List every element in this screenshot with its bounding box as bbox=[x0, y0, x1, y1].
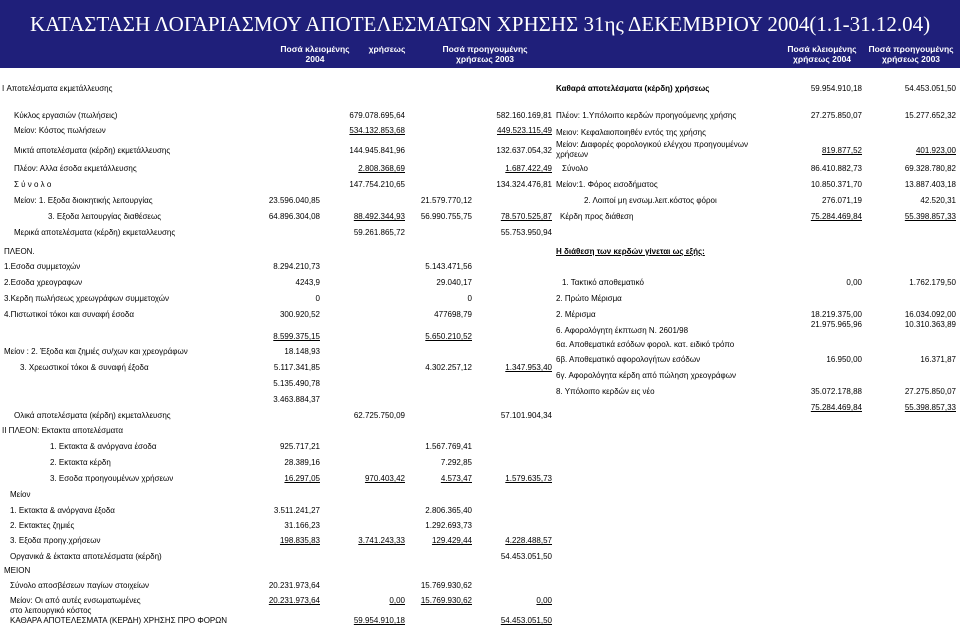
lm-pa-3: 477698,79 bbox=[434, 310, 472, 319]
rt-p-2: 401.923,00 bbox=[915, 146, 956, 155]
lt-p-4: 134.324.476,81 bbox=[496, 180, 552, 189]
rm-c-5: 16.950,00 bbox=[826, 355, 862, 364]
rt-label-2b: χρήσεων bbox=[556, 150, 588, 159]
rm-p-5: 16.371,87 bbox=[920, 355, 956, 364]
dep-a: 20.231.973,64 bbox=[268, 581, 320, 590]
rt-c-3: 86.410.882,73 bbox=[810, 164, 862, 173]
exm-label-2: 3. Εξοδα προηγ.χρήσεων bbox=[10, 536, 101, 545]
col-prev-left-header bbox=[425, 44, 545, 64]
lt-label-5: Μείον: 1. Εξοδα διοικητικής λειτουργίας bbox=[14, 196, 153, 205]
rt-p-3: 69.328.780,82 bbox=[904, 164, 956, 173]
lm-a-2: 0 bbox=[315, 294, 320, 303]
lm-a-8: 3.463.884,37 bbox=[273, 395, 320, 404]
dep-minus-p: 0,00 bbox=[536, 596, 552, 605]
ex-pa-1: 7.292,85 bbox=[440, 458, 472, 467]
lm-label-5: Μείον : 2. Έξοδα και ζημιές συ/χων και χρεογράφων bbox=[4, 347, 188, 356]
lt-c-7: 59.261.865,72 bbox=[353, 228, 405, 237]
lm-label-9: Ολικά αποτελέσματα (κέρδη) εκμεταλλευσης bbox=[14, 411, 171, 420]
lm-a-3: 300.920,52 bbox=[279, 310, 320, 319]
exm-a-1: 31.166,23 bbox=[284, 521, 320, 530]
rm-heading: Η διάθεση των κερδών γίνεται ως εξής: bbox=[556, 247, 705, 256]
lt-label-7: Μερικά αποτελέσματα (κέρδη) εκμεταλλευσης bbox=[14, 228, 176, 237]
lm-a-1: 4243,9 bbox=[295, 278, 320, 287]
rm-label-4: 6α. Αποθεματικά εσόδων φορολ. κατ. ειδικό τρόπο bbox=[556, 340, 735, 349]
operating-results-heading: I Αποτελέσματα εκμετάλλευσης bbox=[2, 84, 113, 93]
exm-label-0: 1. Εκτακτα & ανόργανα έξοδα bbox=[10, 506, 115, 515]
rt-label-6: Κέρδη προς διάθεση bbox=[560, 212, 634, 221]
rm-c-8: 75.284.469,84 bbox=[810, 403, 862, 412]
lt-p-6: 78.570.525,87 bbox=[500, 212, 552, 221]
rt-c-0: 27.275.850,07 bbox=[810, 111, 862, 120]
rm-c-7: 35.072.178,88 bbox=[810, 387, 862, 396]
rm-p-2: 16.034.092,00 bbox=[904, 310, 956, 319]
lt-p-7: 55.753.950,94 bbox=[500, 228, 552, 237]
meion-heading: ΜΕΙΟΝ bbox=[4, 566, 31, 575]
col-current-right-l2: χρήσεως 2004 bbox=[792, 54, 852, 64]
ex-a-2: 16.297,05 bbox=[284, 474, 320, 483]
org-total-p: 54.453.051,50 bbox=[500, 552, 552, 561]
lt-c-0: 679.078.695,64 bbox=[349, 111, 405, 120]
rm-label-0: 1. Τακτικό αποθεματικό bbox=[562, 278, 644, 287]
page-title: ΚΑΤΑΣΤΑΣΗ ΛΟΓΑΡΙΑΣΜΟΥ ΑΠΟΤΕΛΕΣΜΑΤΩΝ ΧΡΗΣΗΣ 31ης ΔΕΚΕΜΒΡΙΟΥ 2004(1.1-31.12.04) bbox=[29, 12, 931, 36]
ex-heading: II ΠΛΕΟΝ: Εκτακτα αποτελέσματα bbox=[2, 426, 123, 435]
lt-p-0: 582.160.169,81 bbox=[496, 111, 552, 120]
col-prev-right-l2: χρήσεως 2003 bbox=[881, 54, 941, 64]
rt-c-5: 276.071,19 bbox=[821, 196, 862, 205]
lt-label-2: Μικτά αποτελέσματα (κέρδη) εκμετάλλευσης bbox=[14, 146, 171, 155]
rm-c-2: 18.219.375,00 bbox=[810, 310, 862, 319]
dep-minus-pa: 15.769.930,62 bbox=[420, 596, 472, 605]
lm-label-6: 3. Χρεωστικοί τόκοι & συναφή έξοδα bbox=[20, 363, 149, 372]
lm-label-0: 1.Εσοδα συμμετοχών bbox=[4, 262, 81, 271]
lt-pa-5: 21.579.770,12 bbox=[420, 196, 472, 205]
col-prev-right-l1: Ποσά προηγουμένης bbox=[868, 44, 954, 54]
exm-label-1: 2. Εκτακτες ζημιές bbox=[10, 521, 75, 530]
ex-label-1: 2. Εκτακτα κέρδη bbox=[50, 458, 111, 467]
rt-p-5: 42.520,31 bbox=[920, 196, 956, 205]
ex-pa-0: 1.567.769,41 bbox=[425, 442, 472, 451]
col-current-left-l1: Ποσά κλειομένης bbox=[280, 44, 350, 54]
lm-pa-2: 0 bbox=[467, 294, 472, 303]
lt-pa-6: 56.990.755,75 bbox=[420, 212, 472, 221]
col-current-left-header bbox=[275, 44, 355, 64]
ex-pa-2: 4.573,47 bbox=[440, 474, 472, 483]
rt-label-4: Μείον:1. Φόρος εισοδήματος bbox=[556, 180, 658, 189]
lt-c-3: 2.808.368,69 bbox=[358, 164, 405, 173]
rm-c-0: 0,00 bbox=[846, 278, 862, 287]
dep-pa: 15.769.930,62 bbox=[420, 581, 472, 590]
lt-label-6: 3. Εξοδα λειτουργίας διαθέσεως bbox=[48, 212, 162, 221]
rt-label-2: Μείον: Διαφορές φορολογικού ελέγχου προηγουμένων bbox=[556, 140, 748, 149]
lt-a-5: 23.596.040,85 bbox=[268, 196, 320, 205]
lt-p-2: 132.637.054,32 bbox=[496, 146, 552, 155]
lm-a-7: 5.135.490,78 bbox=[273, 379, 320, 388]
net-profit-2003: 54.453.051,50 bbox=[904, 84, 956, 93]
lm-p-6: 1.347.953,40 bbox=[505, 363, 552, 372]
lm-pa-1: 29.040,17 bbox=[436, 278, 472, 287]
rt-p-6: 55.398.857,33 bbox=[904, 212, 956, 221]
lt-c-2: 144.945.841,96 bbox=[349, 146, 405, 155]
lt-label-4: Σ ύ ν ο λ ο bbox=[14, 180, 52, 189]
ex-a-0: 925.717,21 bbox=[279, 442, 320, 451]
final-p: 54.453.051,50 bbox=[500, 616, 552, 625]
rt-label-0: Πλέον: 1.Υπόλοιπο κερδών προηγούμενης χρήσης bbox=[556, 111, 737, 120]
rm-p-8: 55.398.857,33 bbox=[904, 403, 956, 412]
col-prev-left-l2: χρήσεως 2003 bbox=[455, 54, 515, 64]
col-prev-right-header bbox=[866, 44, 956, 64]
lm-pa-4: 5.650.210,52 bbox=[425, 332, 472, 341]
col-current-left-l2: 2004 bbox=[305, 54, 325, 64]
lm-a-5: 18.148,93 bbox=[284, 347, 320, 356]
lt-p-1: 449.523.115,49 bbox=[496, 126, 552, 135]
rm-label-3: 6. Αφορολόγητη έκπτωση Ν. 2601/98 bbox=[556, 326, 689, 335]
exm-pa-1: 1.292.693,73 bbox=[425, 521, 472, 530]
rt-c-4: 10.850.371,70 bbox=[810, 180, 862, 189]
rm-p-7: 27.275.850,07 bbox=[904, 387, 956, 396]
dep-label: Σύνολο αποσβέσεων παγίων στοιχείων bbox=[10, 581, 150, 590]
rt-c-6: 75.284.469,84 bbox=[810, 212, 862, 221]
lm-a-0: 8.294.210,73 bbox=[273, 262, 320, 271]
col-current-right-header bbox=[782, 44, 862, 64]
rt-label-3: Σύνολο bbox=[562, 164, 588, 173]
dep-minus-a: 20.231.973,64 bbox=[268, 596, 320, 605]
lm-a-6: 5.117.341,85 bbox=[273, 363, 320, 372]
exm-a-2: 198.835,83 bbox=[279, 536, 320, 545]
lt-a-6: 64.896.304,08 bbox=[268, 212, 320, 221]
lm-label-1: 2.Εσοδα χρεογραφων bbox=[4, 278, 83, 287]
col-current-right-l1: Ποσά κλειομένης bbox=[787, 44, 857, 54]
org-total-label: Οργανικά & έκτακτα αποτελέσματα (κέρδη) bbox=[10, 552, 162, 561]
dep-minus-c: 0,00 bbox=[389, 596, 405, 605]
ex-minus-heading: Μείον bbox=[10, 490, 31, 499]
col-prev-left-l1: Ποσά προηγουμένης bbox=[442, 44, 528, 54]
rm-label-1: 2. Πρώτο Μέρισμα bbox=[556, 294, 622, 303]
rt-label-1: Μειον: Κεφαλαιοποιηθέν εντός της χρήσης bbox=[556, 128, 706, 137]
rm-label-2: 2. Μέρισμα bbox=[556, 310, 596, 319]
rt-c-2: 819.877,52 bbox=[821, 146, 862, 155]
dep-minus-label: Μείον: Οι από αυτές ενσωματωμένες bbox=[10, 596, 141, 605]
rm-c-3: 21.975.965,96 bbox=[810, 320, 862, 329]
lt-label-0: Κύκλος εργασιών (πωλήσεις) bbox=[14, 111, 118, 120]
lt-p-3: 1.687.422,49 bbox=[505, 164, 552, 173]
lt-c-1: 534.132.853,68 bbox=[349, 126, 405, 135]
rm-label-6: 6γ. Αφορολόγητα κέρδη από πώληση χρεογράφων bbox=[556, 371, 736, 380]
rt-label-5: 2. Λοιποί μη ενσωμ.λειτ.κόστος φόροι bbox=[584, 196, 717, 205]
exm-pa-0: 2.806.365,40 bbox=[425, 506, 472, 515]
lt-label-1: Μείον: Κόστος πωλήσεων bbox=[14, 126, 106, 135]
rm-p-0: 1.762.179,50 bbox=[909, 278, 956, 287]
lt-c-6: 88.492.344,93 bbox=[353, 212, 405, 221]
lt-c-4: 147.754.210,65 bbox=[349, 180, 405, 189]
lm-p-9: 57.101.904,34 bbox=[500, 411, 552, 420]
final-label: ΚΑΘΑΡΑ ΑΠΟΤΕΛΕΣΜΑΤΑ (ΚΕΡΔΗ) ΧΡΗΣΗΣ ΠΡΟ ΦΟΡΩΝ bbox=[10, 616, 228, 625]
lm-pa-0: 5.143.471,56 bbox=[425, 262, 472, 271]
final-c: 59.954.910,18 bbox=[353, 616, 405, 625]
lt-label-3: Πλέον: Αλλα έσοδα εκμετάλλευσης bbox=[14, 164, 137, 173]
net-profit-label: Καθαρά αποτελέσματα (κέρδη) χρήσεως bbox=[556, 84, 710, 93]
rm-label-5: 6β. Αποθεματικό αφορολογήτων εσόδων bbox=[556, 355, 701, 364]
lm-pa-5: 4.302.257,12 bbox=[425, 363, 472, 372]
ex-label-2: 3. Εσοδα προηγουμένων χρήσεων bbox=[50, 474, 174, 483]
ex-a-1: 28.389,16 bbox=[284, 458, 320, 467]
col-current-left-l3: χρήσεως bbox=[368, 44, 406, 54]
lm-a-4: 8.599.375,15 bbox=[273, 332, 320, 341]
ex-c-2: 970.403,42 bbox=[364, 474, 405, 483]
ex-label-0: 1. Εκτακτα & ανόργανα έσοδα bbox=[50, 442, 157, 451]
rm-label-7: 8. Υπόλοιπο κερδών εις νέο bbox=[556, 387, 655, 396]
lm-label-3: 4.Πιστωτικοί τόκοι και συναφή έσοδα bbox=[4, 310, 134, 319]
lm-label-2: 3.Κερδη πωλήσεως χρεωγράφων συμμετοχών bbox=[4, 294, 170, 303]
rt-p-0: 15.277.652,32 bbox=[904, 111, 956, 120]
rt-p-4: 13.887.403,18 bbox=[904, 180, 956, 189]
exm-p-2: 4.228.488,57 bbox=[505, 536, 552, 545]
lm-heading: ΠΛΕΟΝ. bbox=[4, 247, 35, 256]
lm-c-9: 62.725.750,09 bbox=[353, 411, 405, 420]
exm-c-2: 3.741.243,33 bbox=[358, 536, 405, 545]
exm-pa-2: 129.429,44 bbox=[431, 536, 472, 545]
rm-p-3: 10.310.363,89 bbox=[904, 320, 956, 329]
exm-a-0: 3.511.241,27 bbox=[273, 506, 320, 515]
net-profit-2004: 59.954.910,18 bbox=[810, 84, 862, 93]
dep-minus-label2: στο λειτουργικό κόστος bbox=[10, 606, 92, 615]
ex-p-2: 1.579.635,73 bbox=[505, 474, 552, 483]
